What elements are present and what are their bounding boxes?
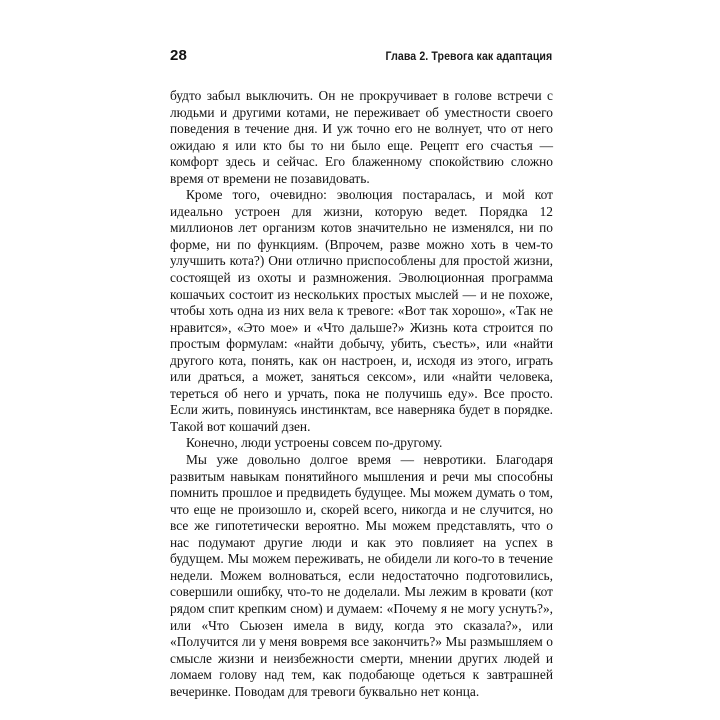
paragraph: Конечно, люди устроены совсем по-другому. [186, 435, 443, 451]
paragraph: Кроме того, очевидно: эволюция постаралась, и мой кот идеально устроен для жизни, которую ведет. Порядка 12 миллионов лет организм котов значительно не изменялся, ни по форме, ни по функциям. (Впрочем, разве можно хоть в чем-то улучшить кота?) Они отлично приспособлены для простой жизни, состоящей из охоты и размножения. Эволюционная программа кошачьих состоит из нескольких простых мыслей — и не похоже, чтобы хоть одна из них вела к тревоге: «Вот так хорошо», «Так не нравится», «Это мое» и «Что дальше?» Жизнь кота строится по простым формулам: «найти добычу, убить, съесть», или «найти другого кота, понять, как он настроен, и, исходя из этого, играть или драться, а может, заняться сексом», или «найти человека, тереться об него и урчать, пока не получишь еду». Все просто. Если жить, повинуясь инстинктам, все наверняка будет в порядке. Такой вот кошачий дзен. [170, 187, 553, 434]
paragraph: будто забыл выключить. Он не прокручивает в голове встречи с людьми и другими котами, не переживает об уместности своего поведения в течение дня. И уж точно его не волнует, что от него ожидаю я или кто бы то ни было еще. Рецепт его счастья — комфорт здесь и сейчас. Его блаженному спокойствию сложно время от времени не позавидовать. [170, 88, 553, 186]
running-head [170, 47, 552, 67]
body-text [170, 88, 553, 700]
page-number: 28 [170, 47, 188, 64]
paragraph: Мы уже довольно долгое время — невротики. Благодаря развитым навыкам понятийного мышления и речи мы способны помнить прошлое и предвидеть будущее. Мы можем думать о том, что еще не произошло и, скорей всего, никогда и не случится, но все же гипотетически вероятно. Мы можем представлять, что о нас подумают другие люди и как это повлияет на успех в будущем. Мы можем переживать, не обидели ли кого-то в течение недели. Можем волноваться, если недостаточно подготовились, совершили ошибку, что-то не доделали. Мы лежим в кровати (кот рядом спит крепким сном) и думаем: «Почему я не могу уснуть?», или «Что Сьюзен имела в виду, когда это сказала?», или «Получится ли у меня вовремя все закончить?» Мы размышляем о смысле жизни и неизбежности смерти, мнении других людей и ломаем голову над тем, как подобающе одеться к завтрашней вечеринке. Поводам для тревоги буквально нет конца. [170, 452, 553, 699]
chapter-title: Глава 2. Тревога как адаптация [385, 51, 552, 63]
